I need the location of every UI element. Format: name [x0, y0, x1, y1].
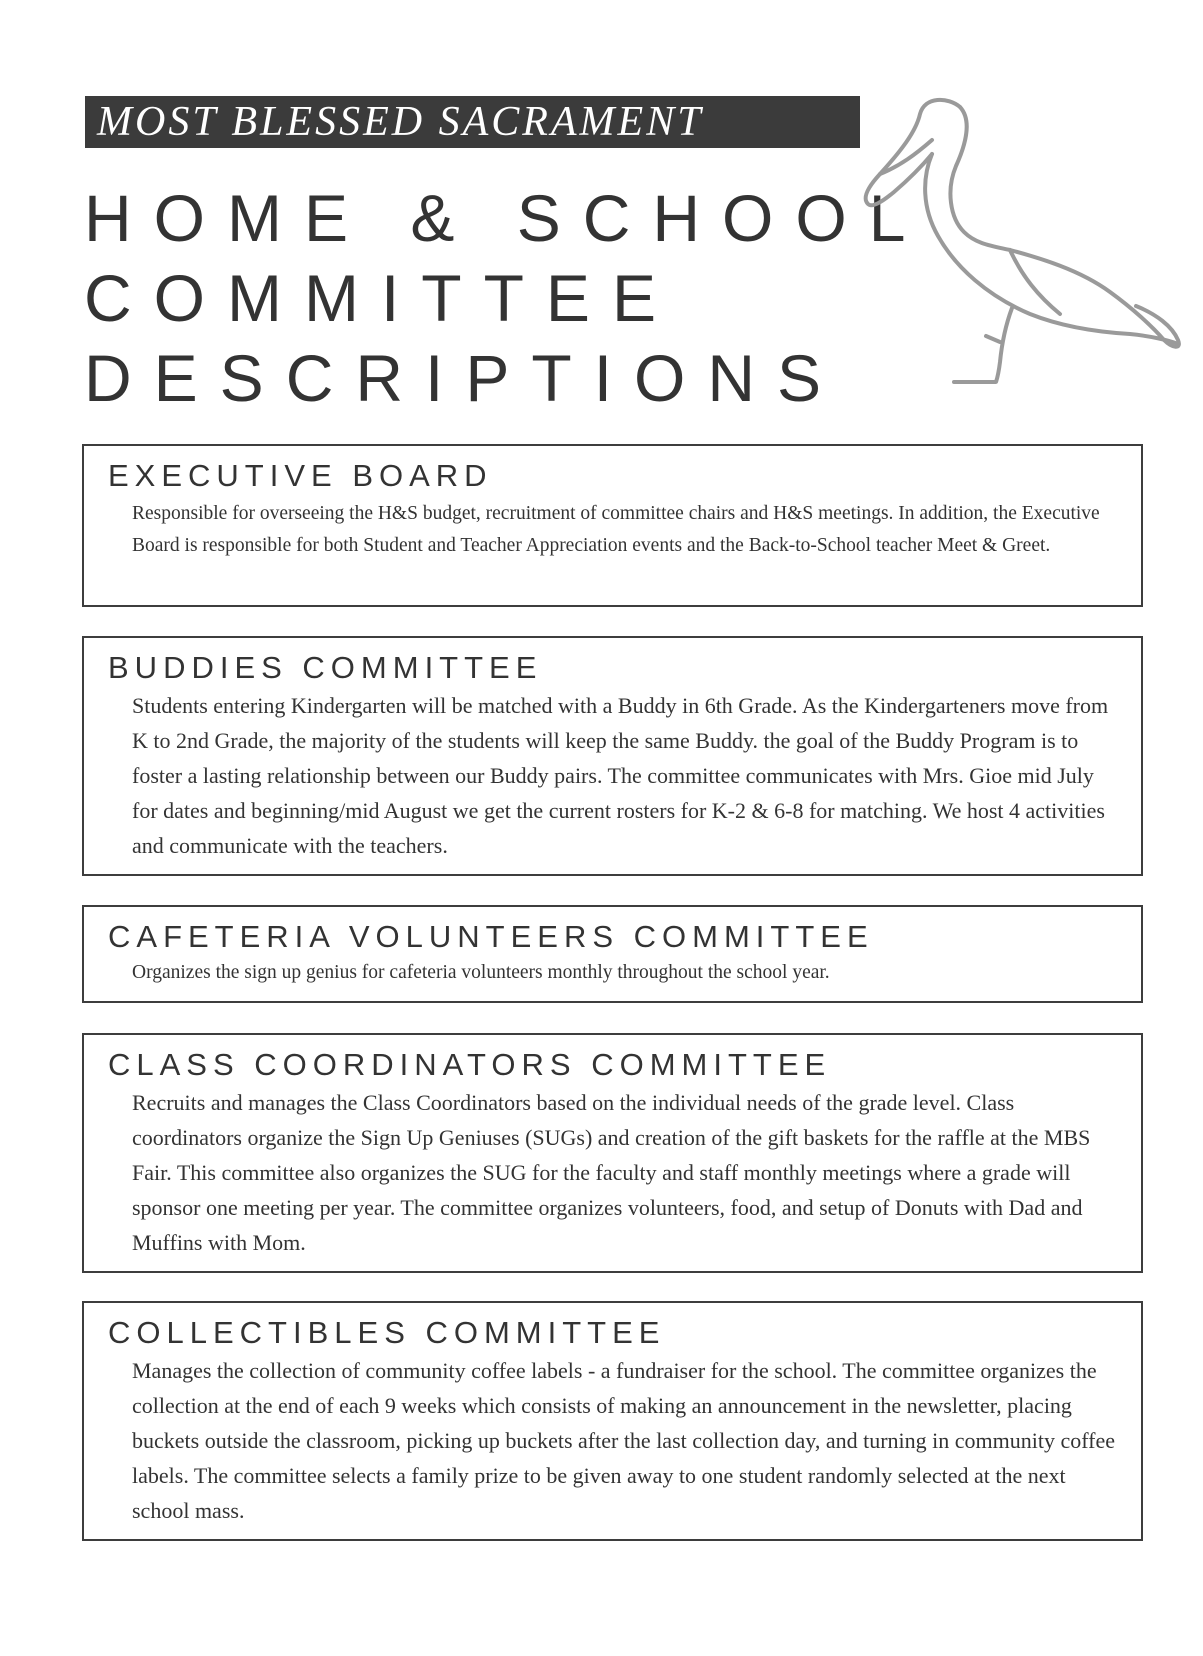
committee-description: Organizes the sign up genius for cafeteria volunteers monthly throughout the school year. — [132, 962, 830, 983]
committee-title: CAFETERIA VOLUNTEERS COMMITTEE — [108, 919, 874, 954]
title-line-1: HOME & SCHOOL — [84, 181, 928, 255]
committee-description: Manages the collection of community coffee labels - a fundraiser for the school. The committee organizes the collection at the end of each 9 weeks which consists of making an announcement in the newsletter, placing buckets outside the classroom, picking up buckets after the last collection day, and turning in community coffee labels. The committee selects a family prize to be given away to one student randomly selected at the next school mass. — [132, 1358, 1116, 1523]
committee-card-collectibles — [82, 1301, 1143, 1541]
committee-title: EXECUTIVE BOARD — [108, 458, 493, 493]
committee-title: CLASS COORDINATORS COMMITTEE — [108, 1047, 832, 1082]
committee-card-buddies — [82, 636, 1143, 876]
committee-card-executive-board — [82, 444, 1143, 607]
title-line-3: DESCRIPTIONS — [84, 341, 844, 415]
title-line-2: COMMITTEE — [84, 261, 678, 335]
committee-title: COLLECTIBLES COMMITTEE — [108, 1315, 666, 1350]
committee-title: BUDDIES COMMITTEE — [108, 650, 543, 685]
committee-description: Students entering Kindergarten will be matched with a Buddy in 6th Grade. As the Kindergarteners move from K to 2nd Grade, the majority of the students will keep the same Buddy. the goal of the Buddy Program is to foster a lasting relationship between our Buddy pairs. The committee communicates with Mrs. Gioe mid July for dates and beginning/mid August we get the current rosters for K-2 & 6-8 for matching. We host 4 activities and communicate with the teachers. — [132, 693, 1109, 858]
committee-card-class-coordinators — [82, 1033, 1143, 1273]
school-name-banner: MOST BLESSED SACRAMENT — [85, 96, 860, 148]
page-title — [84, 178, 927, 418]
committee-card-cafeteria-volunteers — [82, 905, 1143, 1003]
committee-description: Responsible for overseeing the H&S budget, recruitment of committee chairs and H&S meetings. In addition, the Executive Board is responsible for both Student and Teacher Appreciation events and the Back-to-School teacher Meet & Greet. — [132, 503, 1100, 556]
pelican-icon — [860, 92, 1185, 404]
committee-description: Recruits and manages the Class Coordinators based on the individual needs of the grade level. Class coordinators organize the Sign Up Geniuses (SUGs) and creation of the gift baskets for the raffle at the MBS Fair. This committee also organizes the SUG for the faculty and staff monthly meetings where a grade will sponsor one meeting per year. The committee organizes volunteers, food, and setup of Donuts with Dad and Muffins with Mom. — [132, 1090, 1091, 1255]
